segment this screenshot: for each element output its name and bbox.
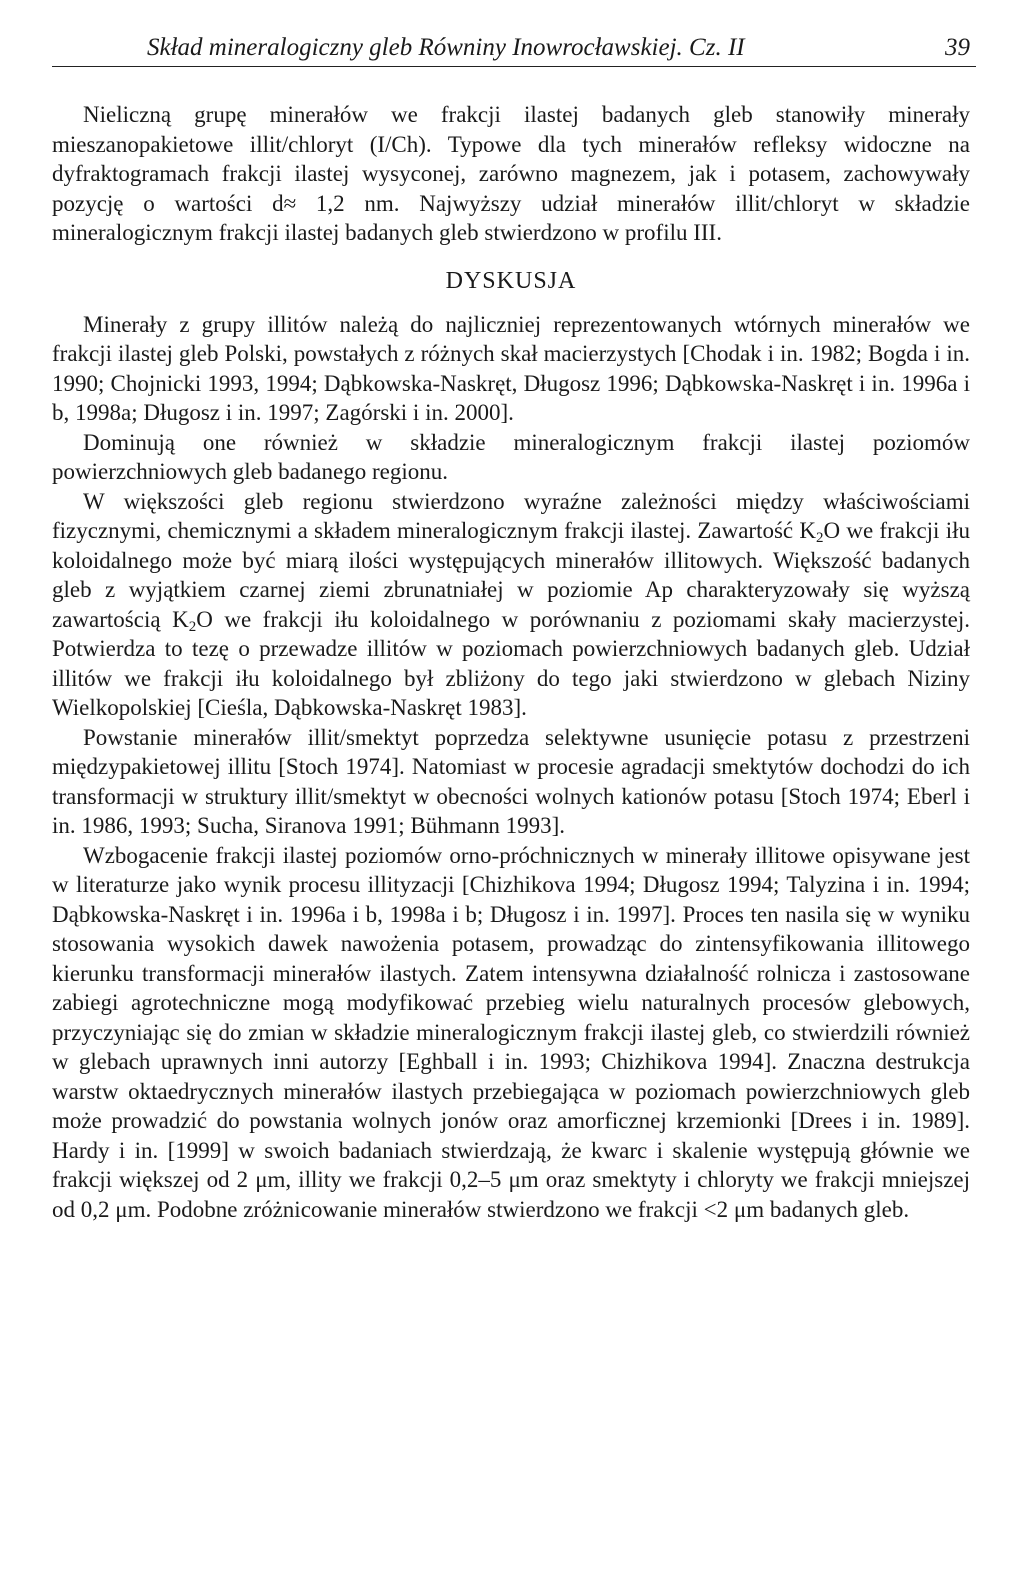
running-header bbox=[52, 30, 976, 67]
section-heading-discussion: DYSKUSJA bbox=[445, 267, 577, 294]
subscript: 2 bbox=[188, 618, 197, 635]
subscript: 2 bbox=[816, 530, 824, 546]
paragraph-dominance: Dominują one również w składzie mineralogicznym frakcji ilastej poziomów powierzchniowych gleb badanego regionu. bbox=[52, 429, 970, 484]
page-number: 39 bbox=[945, 34, 970, 61]
paragraph-illite-smectite: Powstanie minerałów illit/smektyt poprzedza selektywne usunięcie potasu z przestrzeni międzypakietowej illitu [Stoch 1974]. Natomiast w procesie agradacji smektytów dochodzi do ich transformacji w struktury illit/smektyt w obecności wolnych kationów potasu [Stoch 1974; Eberl i in. 1986, 1993; Sucha, Siranova 1991; Bühmann 1993]. bbox=[52, 724, 970, 838]
paragraph-k2o-relations bbox=[52, 487, 970, 723]
article-body bbox=[52, 100, 970, 1224]
text-segment: W większości gleb regionu stwierdzono wyraźne zależności między właściwościami fizycznymi, chemicznymi a składem mineralogicznym frakcji ilastej. Zawartość K bbox=[52, 488, 970, 543]
text-segment: O we frakcji iłu koloidalnego może być miarą ilości występujących minerałów illitowych. Większość badanych gleb z wyjątkiem czarnej ziemi zbrunatniałej w poziomie Ap charakteryzowały się wyższą zawartością K bbox=[52, 518, 970, 632]
paragraph-illite-group: Minerały z grupy illitów należą do najliczniej reprezentowanych wtórnych minerałów we frakcji ilastej gleb Polski, powstałych z różnych skał macierzystych [Chodak i in. 1982; Bogda i in. 1990; Chojnicki 1993, 1994; Dąbkowska-Naskręt, Długosz 1996; Dąbkowska-Naskręt i in. 1996a i b, 1998a; Długosz i in. 1997; Zagórski i in. 2000]. bbox=[52, 311, 970, 425]
running-title: Skład mineralogiczny gleb Równiny Inowrocławskiej. Cz. II bbox=[147, 34, 745, 61]
text-segment: O we frakcji iłu koloidalnego w porównaniu z poziomami skały macierzystej. Potwierdza to tezę o przewadze illitów w poziomach powierzchniowych badanych gleb. Udział illitów we frakcji iłu koloidalnego był zbliżony do tego jaki stwierdzono w glebach Niziny Wielkopolskiej [Cieśla, Dąbkowska-Naskręt 1983]. bbox=[52, 606, 970, 720]
paragraph-illite-chlorite: Nieliczną grupę minerałów we frakcji ilastej badanych gleb stanowiły minerały mieszanopakietowe illit/chloryt (I/Ch). Typowe dla tych minerałów refleksy widoczne na dyfraktogramach frakcji ilastej wysyconej, zarówno magnezem, jak i potasem, zachowywały pozycję o wartości d≈ 1,2 nm. Najwyższy udział minerałów illit/chloryt w składzie mineralogicznym frakcji ilastej badanych gleb stwierdzono w profilu III. bbox=[52, 102, 970, 245]
paragraph-illitization: Wzbogacenie frakcji ilastej poziomów orno-próchnicznych w minerały illitowe opisywane jest w literaturze jako wynik procesu illityzacji [Chizhikova 1994; Długosz 1994; Talyzina i in. 1994; Dąbkowska-Naskręt i in. 1996a i b, 1998a i b; Długosz i in. 1997]. Proces ten nasila się w wyniku stosowania wysokich dawek nawożenia potasem, prowadząc do zintensyfikowania illitowego kierunku transformacji minerałów ilastych. Zatem intensywna działalność rolnicza i zastosowane zabiegi agrotechniczne mogą modyfikować przebieg wielu naturalnych procesów glebowych, przyczyniając się do zmian w składzie mineralogicznym frakcji ilastej gleb, co stwierdzili również w glebach uprawnych inni autorzy [Eghball i in. 1993; Chizhikova 1994]. Znaczna destrukcja warstw oktaedrycznych minerałów ilastych przebiegająca w poziomach powierzchniowych gleb może prowadzić do powstania wolnych jonów oraz amorficznej krzemionki [Drees i in. 1989]. Hardy i in. [1999] w swoich badaniach stwierdzają, że kwarc i skalenie występują głównie we frakcji większej od 2 μm, illity we frakcji 0,2–5 μm oraz smektyty i chloryty we frakcji mniejszej od 0,2 μm. Podobne zróżnicowanie minerałów stwierdzono we frakcji <2 μm badanych gleb. bbox=[52, 842, 970, 1222]
